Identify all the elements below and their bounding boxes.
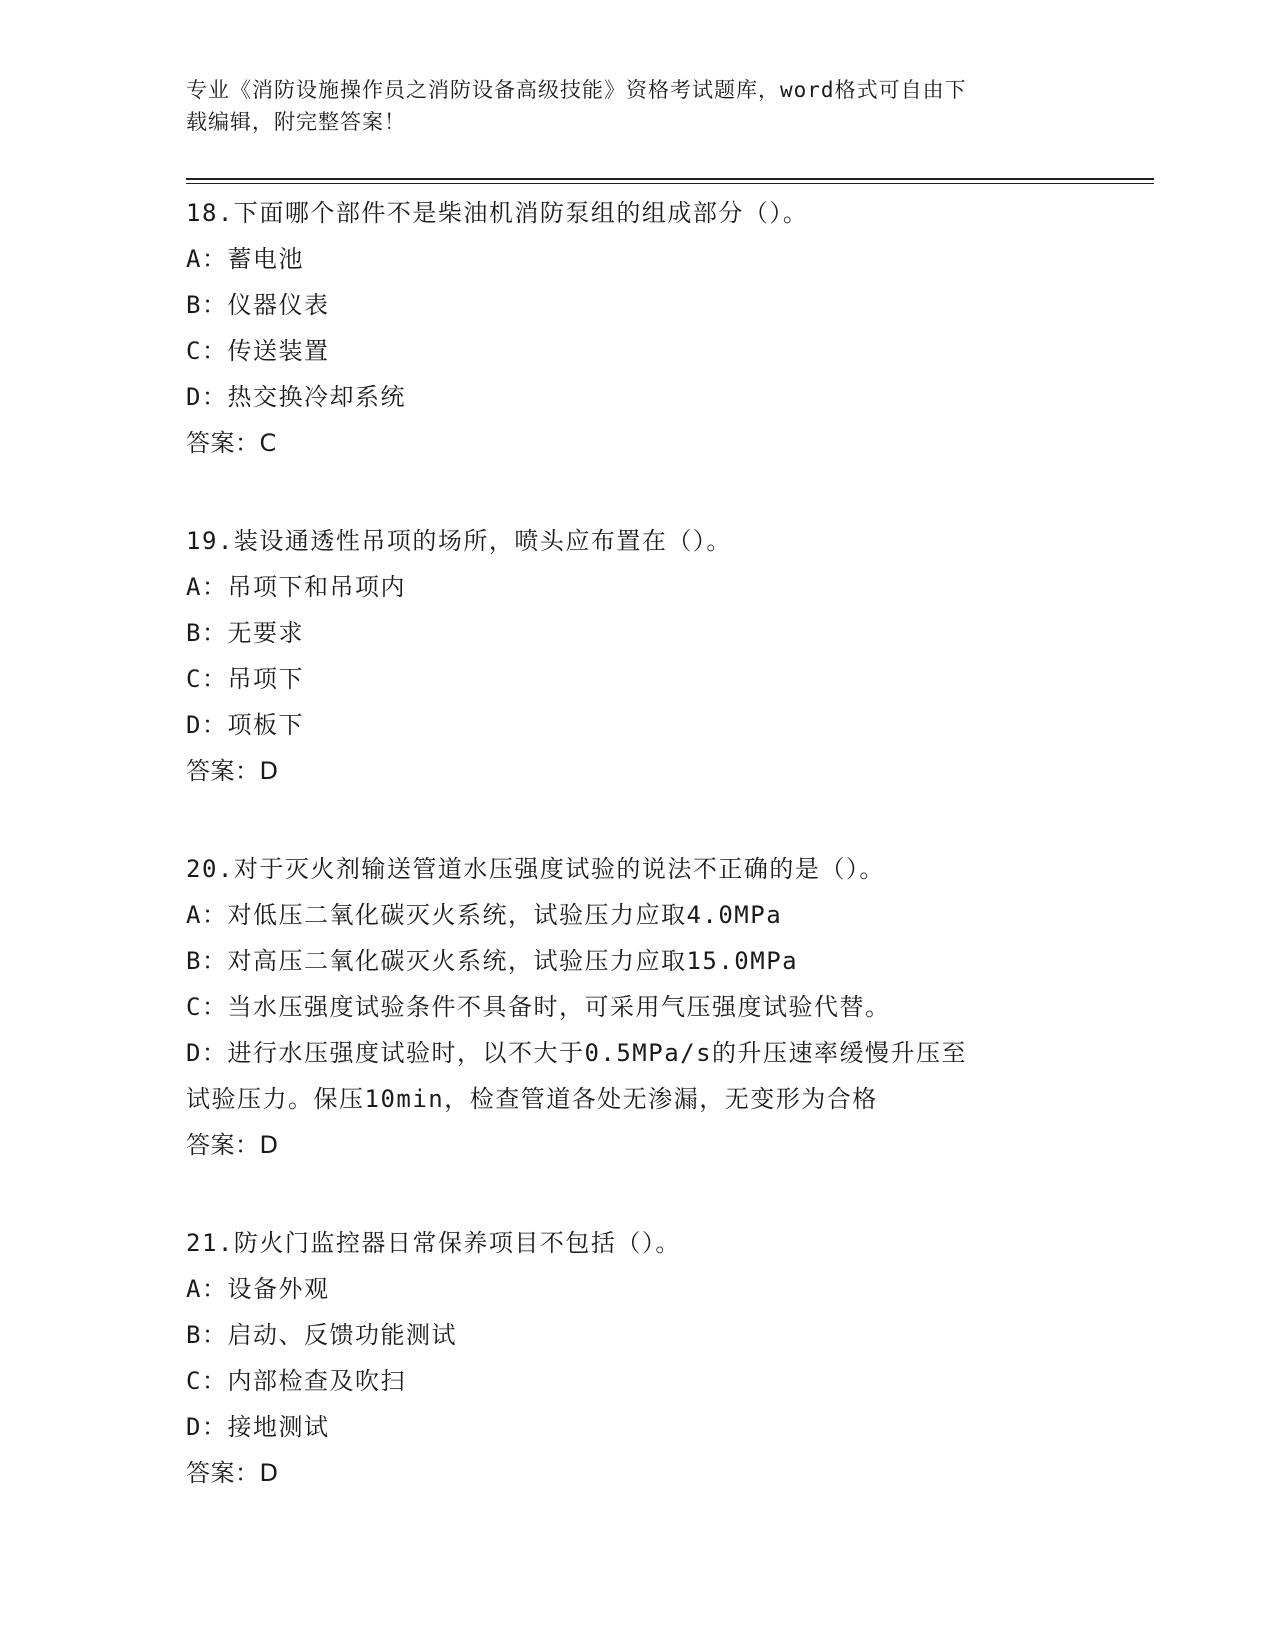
option-c: C：内部检查及吹扫 <box>186 1367 406 1395</box>
option-d: D：进行水压强度试验时，以不大于0.5MPa/s的升压速率缓慢升压至 <box>186 1039 968 1067</box>
option-a: A：吊项下和吊项内 <box>186 573 406 601</box>
answer-line: 答案：C <box>186 429 277 457</box>
question-item <box>186 846 1086 1168</box>
header-divider-thick <box>186 178 1154 180</box>
option-a: A：对低压二氧化碳灭火系统，试验压力应取4.0MPa <box>186 901 783 929</box>
question-list <box>186 190 1086 1548</box>
option-c: C：传送装置 <box>186 337 330 365</box>
answer-line: 答案：D <box>186 1131 279 1159</box>
option-d: D：接地测试 <box>186 1413 330 1441</box>
option-c: C：吊项下 <box>186 665 304 693</box>
option-d: D：项板下 <box>186 711 304 739</box>
option-c: C：当水压强度试验条件不具备时，可采用气压强度试验代替。 <box>186 993 891 1021</box>
option-b: B：启动、反馈功能测试 <box>186 1321 457 1349</box>
question-stem: 20.对于灭火剂输送管道水压强度试验的说法不正确的是（）。 <box>186 855 885 883</box>
option-d-continuation: 试验压力。保压10min，检查管道各处无渗漏，无变形为合格 <box>186 1085 878 1113</box>
option-a: A：蓄电池 <box>186 245 304 273</box>
option-a: A：设备外观 <box>186 1275 330 1303</box>
question-item <box>186 1220 1086 1496</box>
question-item <box>186 518 1086 794</box>
option-b: B：无要求 <box>186 619 304 647</box>
option-d: D：热交换冷却系统 <box>186 383 406 411</box>
option-b: B：对高压二氧化碳灭火系统，试验压力应取15.0MPa <box>186 947 799 975</box>
question-item <box>186 190 1086 466</box>
document-header <box>186 74 1066 138</box>
question-stem: 19.装设通透性吊项的场所，喷头应布置在（）。 <box>186 527 732 555</box>
answer-line: 答案：D <box>186 757 279 785</box>
header-line-2: 载编辑，附完整答案！ <box>186 110 406 134</box>
question-stem: 21.防火门监控器日常保养项目不包括（）。 <box>186 1229 681 1257</box>
option-b: B：仪器仪表 <box>186 291 330 319</box>
header-divider-thin <box>186 183 1154 184</box>
header-line-1: 专业《消防设施操作员之消防设备高级技能》资格考试题库，word格式可自由下 <box>186 78 967 102</box>
question-stem: 18.下面哪个部件不是柴油机消防泵组的组成部分（）。 <box>186 199 809 227</box>
answer-line: 答案：D <box>186 1459 279 1487</box>
